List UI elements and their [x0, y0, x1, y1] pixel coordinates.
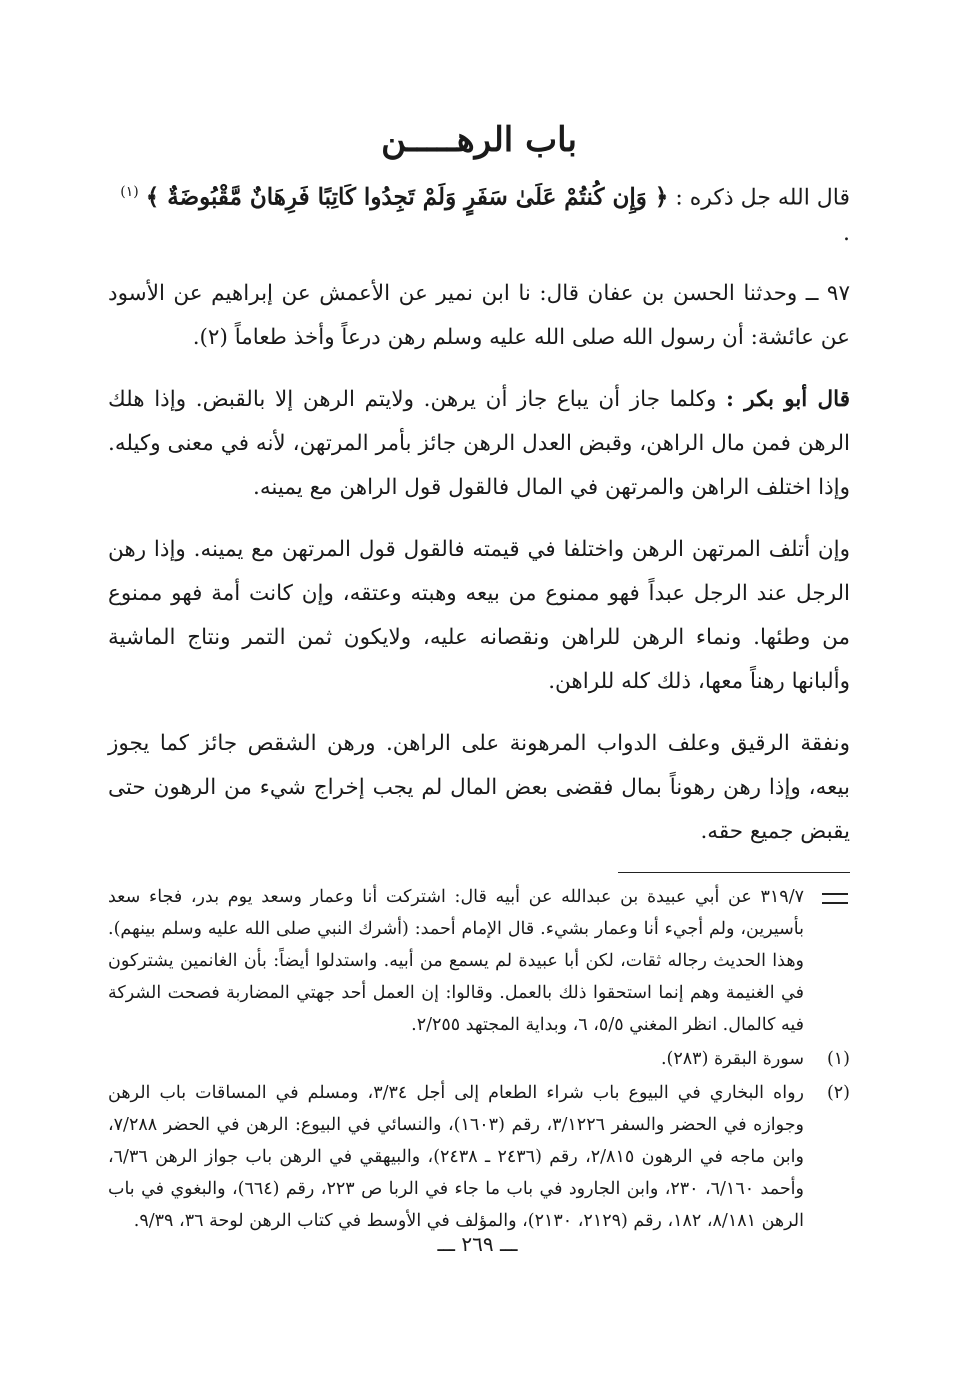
page-content — [108, 120, 850, 1239]
footnote-text: رواه البخاري في البيوع باب شراء الطعام إلى أجل ٣/٣٤، ومسلم في المساقات باب الرهن وجوازه في الحضر والسفر ٣/١٢٢٦، رقم (١٦٠٣)، والنسائي في البيوع: الرهن في الحضر ٧/٢٨٨، وابن ماجه في الرهون ٢/٨١٥، رقم (٢٤٣٦ ـ ٢٤٣٨)، والبيهقي في الرهن باب جواز الرهن ٦/٣٦، وأحمد ٦/١٦٠، ٢٣٠، وابن الجارود في باب ما جاء في الربا ص ٢٢٣، رقم (٦٦٤)، والبغوي في باب الرهن ٨/١٨١، ١٨٢، رقم (٢١٢٩، ٢١٣٠)، والمؤلف في الأوسط في كتاب الرهن لوحة ٣٦، ٩/٣٩. — [108, 1083, 804, 1232]
footnote-text: سورة البقرة (٢٨٣). — [660, 1049, 804, 1070]
footnote-number: (١) — [826, 1049, 850, 1070]
verse-footnote-ref: (١) — [120, 184, 139, 200]
footnote-divider — [618, 872, 850, 873]
page-number: ـــ ٢٦٩ ـــ — [437, 1232, 518, 1256]
footnotes — [108, 881, 850, 1237]
paragraph-text: وإن أتلف المرتهن الرهن واختلفا في قيمته فالقول قول المرتهن مع يمينه. وإذا رهن الرجل عند الرجل عبداً فهو ممنوع من بيعه وهبته وعتقه، وإن كانت أمة فهو ممنوع من وطئها. ونماء الرهن للراهن ونقصانه عليه، ولايكون ثمن التمر ونتاج الماشية وألبانها رهناً معها، ذلك كله للراهن. — [108, 537, 850, 695]
verse-line — [108, 174, 850, 252]
paragraph-expenses — [108, 722, 850, 854]
continuation-mark — [822, 893, 848, 904]
footnote-1 — [108, 1043, 850, 1075]
paragraph-text: ٩٧ ــ وحدثنا الحسن بن عفان قال: نا ابن نمير عن الأعمش عن إبراهيم عن الأسود عن عائشة: أن رسول الله صلى الله عليه وسلم رهن درعاً وأخذ طعاماً (٢). — [108, 281, 850, 351]
paragraph-text: وكلما جاز أن يباع جاز أن يرهن. ولايتم الرهن إلا بالقبض. وإذا هلك الرهن فمن مال الراهن، وقبض العدل الرهن جائز بأمر المرتهن، لأنه في معنى وكيله. وإذا اختلف الراهن والمرتهن في المال فالقول قول الراهن مع يمينه. — [108, 387, 850, 501]
paragraph-speaker: قال أبو بكر : — [725, 387, 850, 413]
paragraph-text: ونفقة الرقيق وعلف الدواب المرهونة على الراهن. ورهن الشقص جائز كما يجوز بيعه، وإذا رهن رهوناً بمال فقضى بعض المال لم يجب إخراج شيء من الرهون حتى يقبض جميع حقه. — [108, 731, 850, 845]
footnote-text: ٣١٩/٧ عن أبي عبيدة بن عبدالله عن أبيه قال: اشتركت أنا وعمار وسعد يوم بدر، فجاء سعد بأسيرين، ولم أجيء أنا وعمار بشيء. قال الإمام أحمد: (أشرك النبي صلى الله عليه وسلم بينهم). وهذا الحديث رجاله ثقات، لكن أبا عبيدة لم يسمع من أبيه. واستدلوا أيضاً: بأن الغانمين يشتركون في الغنيمة وهم إنما استحقوا ذلك بالعمل. وقالوا: إن العمل أحد جهتي المضاربة فصحت الشركة فيه كالمال. انظر المغني ٥/٥، ٦، وبداية المجتهد ٢/٢٥٥. — [108, 887, 804, 1036]
paragraph-hadith-97 — [108, 272, 850, 360]
verse-intro: قال الله جل ذكره : — [668, 185, 850, 211]
chapter-title: باب الرهـــــن — [381, 120, 577, 160]
paragraph-abu-bakr — [108, 378, 850, 510]
footnote-continued — [108, 881, 850, 1041]
footnote-2 — [108, 1077, 850, 1237]
quran-verse: ﴿ وَإِن كُنتُمْ عَلَىٰ سَفَرٍ وَلَمْ تَجِدُوا كَاتِبًا فَرِهَانٌ مَّقْبُوضَةٌ ﴾ — [145, 183, 669, 211]
paragraph-damage — [108, 528, 850, 704]
verse-end: . — [843, 221, 850, 247]
footnote-number: (٢) — [826, 1083, 850, 1104]
